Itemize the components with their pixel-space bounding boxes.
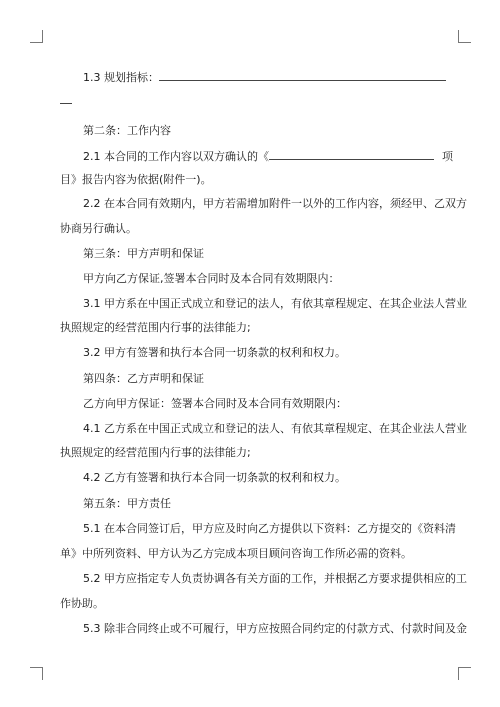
crop-mark-bottom-left	[30, 667, 43, 680]
article-3-heading: 第三条：甲方声明和保证	[83, 247, 204, 260]
clause-5-2-line-1: 5.2 甲方应指定专人负责协调各有关方面的工作，并根据乙方要求提供相应的工	[83, 572, 467, 585]
clause-4-1-line-1: 4.1 乙方系在中国正式成立和登记的法人、有依其章程规定、在其企业法人营业	[83, 422, 467, 435]
article-2-heading: 第二条：工作内容	[83, 124, 171, 137]
clause-4-1-line-2: 执照规定的经营范围内行事的法律能力;	[60, 446, 251, 459]
clause-2-1-line-1	[83, 148, 453, 164]
clause-3-1-line-1: 3.1 甲方系在中国正式成立和登记的法人，有依其章程规定、在其企业法人营业	[83, 297, 467, 310]
clause-2-2-line-1: 2.2 在本合同有效期内，甲方若需增加附件一以外的工作内容，须经甲、乙双方	[83, 197, 467, 210]
clause-2-1-text: 2.1 本合同的工作内容以双方确认的《	[83, 150, 269, 163]
clause-5-1-line-1: 5.1 在本合同签订后，甲方应及时向乙方提供以下资料：乙方提交的《资料清	[83, 522, 456, 535]
article-4-intro: 乙方向甲方保证：签署本合同时及本合同有效期限内：	[83, 397, 347, 410]
clause-1-3-label: 1.3 规划指标：	[83, 71, 159, 84]
crop-mark-top-right	[458, 30, 471, 43]
clause-5-2-line-2: 作协助。	[60, 597, 104, 610]
clause-5-1-line-2: 单》中所列资料、甲方认为乙方完成本项目顾问咨询工作所必需的资料。	[60, 547, 412, 560]
crop-mark-bottom-right	[458, 667, 471, 680]
planning-index-blank	[159, 69, 446, 81]
clause-5-3-line-1: 5.3 除非合同终止或不可履行，甲方应按照合同约定的付款方式、付款时间及金	[83, 622, 467, 635]
article-4-heading: 第四条：乙方声明和保证	[83, 372, 204, 385]
clause-2-2-line-2: 协商另行确认。	[60, 222, 137, 235]
article-5-heading: 第五条：甲方责任	[83, 497, 171, 510]
crop-mark-top-left	[30, 30, 43, 43]
clause-2-1-line-2: 目》报告内容为依据(附件一)。	[60, 173, 212, 186]
article-3-intro: 甲方向乙方保证,签署本合同时及本合同有效期限内：	[83, 272, 340, 285]
clause-3-1-line-2: 执照规定的经营范围内行事的法律能力;	[60, 321, 251, 334]
clause-2-1-suffix: 项	[442, 150, 453, 163]
continuation-blank	[60, 103, 72, 104]
clause-3-2: 3.2 甲方有签署和执行本合同一切条款的权利和权力。	[83, 346, 346, 359]
clause-4-2: 4.2 乙方有签署和执行本合同一切条款的权利和权力。	[83, 471, 346, 484]
report-name-blank	[269, 148, 434, 160]
clause-1-3	[83, 69, 446, 85]
